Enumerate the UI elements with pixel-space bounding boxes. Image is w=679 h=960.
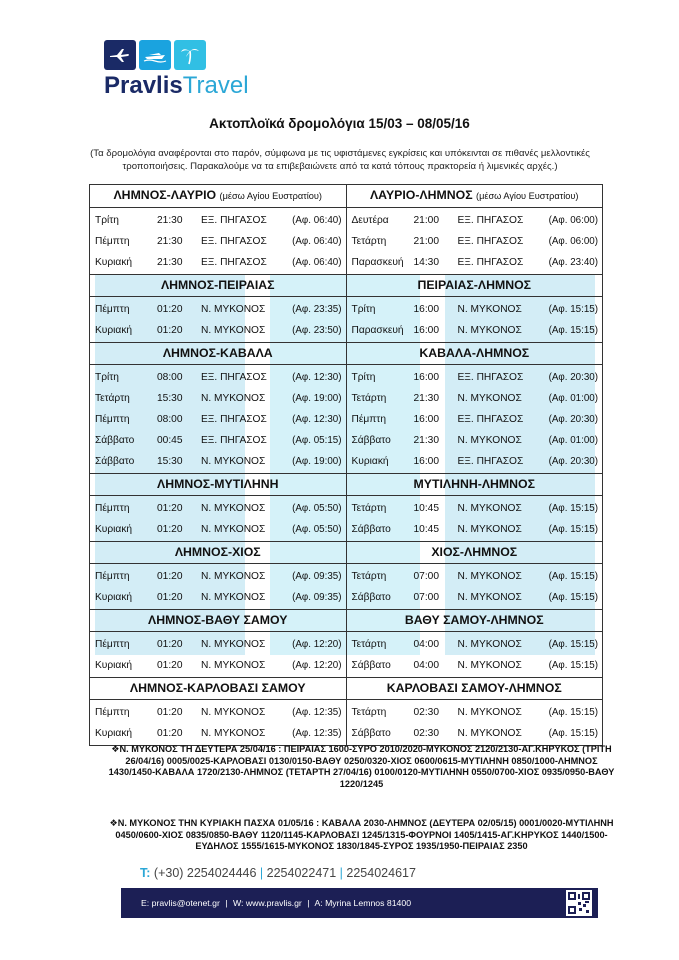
footnote-mykonos-may: ❖Ν. ΜΥΚΟΝΟΣ ΤΗΝ ΚΥΡΙΑΚΗ ΠΑΣΧΑ 01/05/16 : ΚΑΒΑΛΑ 2030-ΛΗΜΝΟΣ (ΔΕΥΤΕΡΑ 02/05/15) 0001/0020-ΜΥΤΙΛΗΝΗ 0450/0600-ΧΙΟΣ 0835/0850-ΒΑΘΥ 1120/1145-ΚΑΡΛΟΒΑΣΙ 1245/1315-ΦΟΥΡΝΟΙ 1405/1415-ΑΓ.ΚΗΡΥΚΟΣ 1440/1500-ΕΥΔΗΛΟΣ 1555/1615-ΜΥΚΟΝΟΣ 1830/1845-ΣΥΡΟΣ 1935/1950-ΠΕΙΡΑΙΑΣ 2350: [109, 818, 614, 852]
departure-row: [347, 587, 603, 608]
departure-day: Τετάρτη: [351, 236, 387, 247]
ship-name: ΕΞ. ΠΗΓΑΣΟΣ: [457, 456, 524, 467]
route-title: [90, 610, 347, 632]
ship-name: Ν. ΜΥΚΟΝΟΣ: [201, 728, 266, 739]
departure-day: Τετάρτη: [351, 707, 387, 718]
ship-icon: [139, 40, 171, 70]
departure-row: [347, 566, 603, 587]
departure-time: 16:00: [413, 456, 439, 467]
route-title: [346, 610, 603, 632]
departure-day: Τρίτη: [95, 215, 119, 226]
route-header-row: [90, 678, 603, 700]
phone-2: 2254022471: [266, 866, 337, 880]
contact-email: E: pravlis@otenet.gr: [141, 898, 220, 908]
arrival-time: (Αφ. 12:35): [292, 707, 342, 718]
departure-row: [347, 723, 603, 744]
route-name: ΛΗΜΝΟΣ-ΚΑΡΛΟΒΑΣΙ ΣΑΜΟΥ: [129, 681, 306, 695]
route-header-row: [90, 610, 603, 632]
departure-time: 00:45: [157, 435, 183, 446]
route-name: ΛΗΜΝΟΣ-ΜΥΤΙΛΗΝΗ: [157, 477, 279, 491]
departure-row: [90, 210, 346, 231]
disclaimer-note: [60, 147, 620, 173]
phone-numbers: T: (+30) 2254024446 | 2254022471 | 2254024617: [140, 866, 416, 880]
ship-name: Ν. ΜΥΚΟΝΟΣ: [201, 456, 266, 467]
arrival-time: (Αφ. 06:40): [292, 257, 342, 268]
route-via: (μέσω Αγίου Ευστρατίου): [219, 191, 322, 201]
departure-time: 21:30: [157, 257, 183, 268]
arrival-time: (Αφ. 09:35): [292, 571, 342, 582]
phone-1: (+30) 2254024446: [153, 866, 257, 880]
departure-row: [90, 587, 346, 608]
departure-time: 01:20: [157, 503, 183, 514]
departure-day: Πέμπτη: [95, 236, 130, 247]
arrival-time: (Αφ. 12:20): [292, 660, 342, 671]
departure-day: Πέμπτη: [95, 414, 130, 425]
departure-day: Κυριακή: [95, 728, 133, 739]
ship-name: Ν. ΜΥΚΟΝΟΣ: [201, 503, 266, 514]
departure-time: 02:30: [413, 728, 439, 739]
departure-row: [90, 566, 346, 587]
ship-name: Ν. ΜΥΚΟΝΟΣ: [457, 503, 522, 514]
departure-row: [90, 430, 346, 451]
departure-row: [90, 231, 346, 252]
departure-time: 04:00: [413, 660, 439, 671]
palm-tree-icon: [174, 40, 206, 70]
arrival-time: (Αφ. 01:00): [548, 435, 598, 446]
ship-name: ΕΞ. ΠΗΓΑΣΟΣ: [457, 257, 524, 268]
arrival-time: (Αφ. 15:15): [548, 571, 598, 582]
arrival-time: (Αφ. 05:50): [292, 524, 342, 535]
departure-day: Τρίτη: [351, 372, 376, 383]
departure-time: 01:20: [157, 728, 183, 739]
departure-row: [90, 388, 346, 409]
ship-name: Ν. ΜΥΚΟΝΟΣ: [201, 707, 266, 718]
arrival-time: (Αφ. 12:30): [292, 414, 342, 425]
route-departures: [346, 208, 603, 275]
airplane-icon: [104, 40, 136, 70]
ship-name: Ν. ΜΥΚΟΝΟΣ: [201, 592, 266, 603]
phone-label: T:: [140, 866, 151, 880]
route-title: [90, 185, 347, 208]
route-departures: [346, 297, 603, 343]
route-header-row: [90, 185, 603, 208]
route-body-row: [90, 496, 603, 542]
departure-row: [90, 655, 346, 676]
departure-day: Κυριακή: [95, 325, 133, 336]
arrival-time: (Αφ. 06:40): [292, 215, 342, 226]
arrival-time: (Αφ. 15:15): [548, 304, 598, 315]
arrival-time: (Αφ. 06:00): [548, 215, 598, 226]
ship-name: ΕΞ. ΠΗΓΑΣΟΣ: [457, 215, 524, 226]
arrival-time: (Αφ. 23:40): [548, 257, 598, 268]
ship-name: Ν. ΜΥΚΟΝΟΣ: [457, 325, 522, 336]
departure-time: 04:00: [413, 639, 439, 650]
departure-day: Τετάρτη: [95, 393, 130, 404]
arrival-time: (Αφ. 20:30): [548, 456, 598, 467]
route-name: ΚΑΒΑΛΑ-ΛΗΜΝΟΣ: [419, 346, 530, 360]
departure-day: Πέμπτη: [351, 414, 386, 425]
route-name: ΜΥΤΙΛΗΝΗ-ΛΗΜΝΟΣ: [413, 477, 535, 491]
ship-name: ΕΞ. ΠΗΓΑΣΟΣ: [457, 236, 524, 247]
ship-name: Ν. ΜΥΚΟΝΟΣ: [201, 660, 266, 671]
departure-row: [347, 320, 603, 341]
route-departures: [346, 496, 603, 542]
departure-day: Κυριακή: [95, 592, 133, 603]
arrival-time: (Αφ. 23:35): [292, 304, 342, 315]
route-name: ΛΗΜΝΟΣ-ΧΙΟΣ: [174, 545, 261, 559]
arrival-time: (Αφ. 06:40): [292, 236, 342, 247]
route-departures: [346, 365, 603, 474]
route-name: ΛΗΜΝΟΣ-ΒΑΘΥ ΣΑΜΟΥ: [148, 613, 288, 627]
departure-row: [90, 320, 346, 341]
departure-time: 07:00: [413, 592, 439, 603]
arrival-time: (Αφ. 19:00): [292, 393, 342, 404]
arrival-time: (Αφ. 06:00): [548, 236, 598, 247]
departure-day: Κυριακή: [351, 456, 389, 467]
route-title: [346, 474, 603, 496]
departure-time: 01:20: [157, 639, 183, 650]
departure-time: 01:20: [157, 325, 183, 336]
departure-day: Σάββατο: [351, 435, 391, 446]
route-title: [346, 343, 603, 365]
contact-web: W: www.pravlis.gr: [232, 898, 302, 908]
departure-time: 21:00: [413, 236, 439, 247]
departure-day: Σάββατο: [95, 435, 135, 446]
route-body-row: [90, 564, 603, 610]
ship-name: Ν. ΜΥΚΟΝΟΣ: [201, 304, 266, 315]
route-name: ΛΑΥΡΙΟ-ΛΗΜΝΟΣ: [369, 188, 473, 202]
contact-address: A: Myrina Lemnos 81400: [314, 898, 412, 908]
arrival-time: (Αφ. 01:00): [548, 393, 598, 404]
ship-name: ΕΞ. ΠΗΓΑΣΟΣ: [201, 372, 267, 383]
route-body-row: [90, 700, 603, 746]
arrival-time: (Αφ. 23:50): [292, 325, 342, 336]
arrival-time: (Αφ. 15:15): [548, 728, 598, 739]
departure-row: [90, 252, 346, 273]
departure-row: [347, 409, 603, 430]
departure-row: [347, 367, 603, 388]
departure-day: Τετάρτη: [351, 571, 387, 582]
departure-time: 08:00: [157, 414, 183, 425]
departure-day: Πέμπτη: [95, 639, 130, 650]
route-header-row: [90, 474, 603, 496]
departure-day: Σάββατο: [95, 456, 135, 467]
route-header-row: [90, 275, 603, 297]
departure-row: [347, 252, 603, 273]
arrival-time: (Αφ. 15:15): [548, 503, 598, 514]
route-departures: [346, 700, 603, 746]
arrival-time: (Αφ. 19:00): [292, 456, 342, 467]
departure-day: Κυριακή: [95, 257, 133, 268]
ship-name: ΕΞ. ΠΗΓΑΣΟΣ: [201, 215, 267, 226]
route-title: [90, 474, 347, 496]
route-body-row: [90, 365, 603, 474]
route-header-row: [90, 343, 603, 365]
route-name: ΧΙΟΣ-ΛΗΜΝΟΣ: [431, 545, 518, 559]
departure-row: [347, 702, 603, 723]
departure-day: Κυριακή: [95, 660, 133, 671]
arrival-time: (Αφ. 05:15): [292, 435, 342, 446]
qr-code-icon: [566, 890, 592, 916]
brand-name: [104, 73, 254, 99]
ship-name: ΕΞ. ΠΗΓΑΣΟΣ: [201, 236, 267, 247]
route-departures: [346, 564, 603, 610]
departure-day: Δευτέρα: [351, 215, 389, 226]
route-body-row: [90, 297, 603, 343]
arrival-time: (Αφ. 15:15): [548, 592, 598, 603]
departure-time: 15:30: [157, 456, 183, 467]
departure-time: 21:00: [413, 215, 439, 226]
ship-name: Ν. ΜΥΚΟΝΟΣ: [201, 325, 266, 336]
route-name: ΒΑΘΥ ΣΑΜΟΥ-ΛΗΜΝΟΣ: [404, 613, 544, 627]
route-title: [90, 542, 347, 564]
route-name: ΛΗΜΝΟΣ-ΚΑΒΑΛΑ: [162, 346, 273, 360]
departure-row: [90, 723, 346, 744]
departure-day: Τρίτη: [95, 372, 119, 383]
route-title: [90, 343, 347, 365]
ship-name: Ν. ΜΥΚΟΝΟΣ: [457, 660, 522, 671]
route-departures: [90, 208, 347, 275]
departure-time: 10:45: [413, 524, 439, 535]
route-name: ΚΑΡΛΟΒΑΣΙ ΣΑΜΟΥ-ΛΗΜΝΟΣ: [386, 681, 562, 695]
arrival-time: (Αφ. 15:15): [548, 639, 598, 650]
arrival-time: (Αφ. 15:15): [548, 660, 598, 671]
ship-name: ΕΞ. ΠΗΓΑΣΟΣ: [457, 414, 524, 425]
departure-day: Κυριακή: [95, 524, 133, 535]
route-title: [346, 185, 603, 208]
departure-time: 10:45: [413, 503, 439, 514]
page-title: Ακτοπλοϊκά δρομολόγια 15/03 – 08/05/16: [209, 116, 470, 131]
route-departures: [90, 700, 347, 746]
departure-row: [347, 231, 603, 252]
route-title: [90, 275, 347, 297]
departure-time: 01:20: [157, 707, 183, 718]
disclaimer-line-2: τροποποιήσεις. Παρακαλούμε να τα επιβεβαιώνετε από τα κατά τόπους πρακτορεία ή λιμενικές αρχές.): [122, 161, 558, 172]
departure-row: [347, 451, 603, 472]
departure-time: 16:00: [413, 372, 439, 383]
arrival-time: (Αφ. 12:30): [292, 372, 342, 383]
ship-name: Ν. ΜΥΚΟΝΟΣ: [201, 393, 266, 404]
schedule-table: [89, 184, 603, 746]
departure-day: Σάββατο: [351, 524, 391, 535]
departure-time: 01:20: [157, 524, 183, 535]
ship-name: Ν. ΜΥΚΟΝΟΣ: [201, 639, 266, 650]
ship-name: Ν. ΜΥΚΟΝΟΣ: [457, 393, 522, 404]
departure-row: [90, 702, 346, 723]
departure-row: [347, 388, 603, 409]
departure-row: [90, 451, 346, 472]
route-header-row: [90, 542, 603, 564]
departure-time: 02:30: [413, 707, 439, 718]
departure-row: [347, 430, 603, 451]
departure-row: [90, 409, 346, 430]
ship-name: Ν. ΜΥΚΟΝΟΣ: [457, 435, 522, 446]
departure-day: Παρασκευή: [351, 257, 404, 268]
ship-name: Ν. ΜΥΚΟΝΟΣ: [457, 592, 522, 603]
departure-row: [347, 210, 603, 231]
departure-day: Τετάρτη: [351, 393, 387, 404]
route-title: [346, 678, 603, 700]
phone-3: 2254024617: [346, 866, 416, 880]
ship-name: Ν. ΜΥΚΟΝΟΣ: [201, 571, 266, 582]
departure-time: 21:30: [413, 435, 439, 446]
departure-day: Πέμπτη: [95, 503, 130, 514]
departure-row: [90, 299, 346, 320]
departure-day: Σάββατο: [351, 592, 391, 603]
arrival-time: (Αφ. 12:35): [292, 728, 342, 739]
ship-name: Ν. ΜΥΚΟΝΟΣ: [457, 524, 522, 535]
departure-time: 01:20: [157, 304, 183, 315]
route-departures: [346, 632, 603, 678]
brand-logo: [104, 40, 254, 99]
arrival-time: (Αφ. 20:30): [548, 414, 598, 425]
brand-name-light: Travel: [182, 72, 249, 99]
departure-time: 16:00: [413, 414, 439, 425]
departure-day: Πέμπτη: [95, 304, 130, 315]
departure-time: 15:30: [157, 393, 183, 404]
contact-bar: E: pravlis@otenet.gr | W: www.pravlis.gr | A: Myrina Lemnos 81400: [121, 888, 598, 918]
arrival-time: (Αφ. 12:20): [292, 639, 342, 650]
departure-time: 01:20: [157, 660, 183, 671]
departure-row: [347, 519, 603, 540]
arrival-time: (Αφ. 20:30): [548, 372, 598, 383]
ship-name: ΕΞ. ΠΗΓΑΣΟΣ: [201, 257, 267, 268]
arrival-time: (Αφ. 05:50): [292, 503, 342, 514]
ship-name: ΕΞ. ΠΗΓΑΣΟΣ: [457, 372, 524, 383]
departure-row: [90, 367, 346, 388]
route-body-row: [90, 632, 603, 678]
departure-time: 08:00: [157, 372, 183, 383]
ship-name: Ν. ΜΥΚΟΝΟΣ: [457, 304, 522, 315]
departure-row: [90, 519, 346, 540]
route-name: ΛΗΜΝΟΣ-ΛΑΥΡΙΟ: [113, 188, 217, 202]
route-departures: [90, 564, 347, 610]
arrival-time: (Αφ. 15:15): [548, 325, 598, 336]
departure-time: 01:20: [157, 592, 183, 603]
departure-time: 21:30: [157, 236, 183, 247]
departure-day: Τετάρτη: [351, 503, 387, 514]
route-via: (μέσω Αγίου Ευστρατίου): [476, 191, 579, 201]
departure-day: Παρασκευή: [351, 325, 404, 336]
arrival-time: (Αφ. 15:15): [548, 707, 598, 718]
ship-name: ΕΞ. ΠΗΓΑΣΟΣ: [201, 435, 267, 446]
route-body-row: [90, 208, 603, 275]
route-departures: [90, 297, 347, 343]
ship-name: Ν. ΜΥΚΟΝΟΣ: [457, 728, 522, 739]
departure-time: 21:30: [157, 215, 183, 226]
arrival-time: (Αφ. 15:15): [548, 524, 598, 535]
route-name: ΠΕΙΡΑΙΑΣ-ΛΗΜΝΟΣ: [417, 278, 532, 292]
disclaimer-line-1: (Τα δρομολόγια αναφέρονται στο παρόν, σύμφωνα με τις υφιστάμενες εγκρίσεις και υπόκεινται σε πιθανές μελλοντικές: [90, 148, 590, 159]
departure-row: [347, 655, 603, 676]
departure-time: 16:00: [413, 325, 439, 336]
departure-time: 07:00: [413, 571, 439, 582]
route-name: ΛΗΜΝΟΣ-ΠΕΙΡΑΙΑΣ: [160, 278, 275, 292]
departure-row: [90, 634, 346, 655]
route-title: [90, 678, 347, 700]
arrival-time: (Αφ. 09:35): [292, 592, 342, 603]
departure-day: Πέμπτη: [95, 571, 130, 582]
ship-name: Ν. ΜΥΚΟΝΟΣ: [457, 571, 522, 582]
departure-time: 16:00: [413, 304, 439, 315]
departure-row: [347, 498, 603, 519]
ship-name: Ν. ΜΥΚΟΝΟΣ: [457, 707, 522, 718]
brand-name-bold: Pravlis: [104, 72, 183, 99]
departure-day: Τρίτη: [351, 304, 376, 315]
departure-row: [347, 299, 603, 320]
ship-name: Ν. ΜΥΚΟΝΟΣ: [457, 639, 522, 650]
departure-day: Σάββατο: [351, 660, 391, 671]
route-departures: [90, 496, 347, 542]
departure-day: Πέμπτη: [95, 707, 130, 718]
departure-row: [90, 498, 346, 519]
route-departures: [90, 365, 347, 474]
departure-time: 01:20: [157, 571, 183, 582]
departure-day: Σάββατο: [351, 728, 391, 739]
footnote-mykonos-apr: ❖Ν. ΜΥΚΟΝΟΣ ΤΗ ΔΕΥΤΕΡΑ 25/04/16 : ΠΕΙΡΑΙΑΣ 1600-ΣΥΡΟ 2010/2020-ΜΥΚΟΝΟΣ 2120/2130-ΑΓ.ΚΗΡΥΚΟΣ (ΤΡΙΤΗ 26/04/16) 0005/0025-ΚΑΡΛΟΒΑΣΙ 0130/0150-ΒΑΘΥ 0250/0320-ΧΙΟΣ 0600/0615-ΜΥΤΙΛΗΝΗ 0850/1000-ΛΗΜΝΟΣ 1430/1450-ΚΑΒΑΛΑ 1720/2130-ΛΗΜΝΟΣ (ΤΕΤΑΡΤΗ 27/04/16) 0100/0120-ΜΥΤΙΛΗΝΗ 0550/0700-ΧΙΟΣ 0935/0950-ΒΑΘΥ 1220/1245: [108, 744, 615, 789]
departure-time: 21:30: [413, 393, 439, 404]
route-title: [346, 275, 603, 297]
ship-name: Ν. ΜΥΚΟΝΟΣ: [201, 524, 266, 535]
departure-row: [347, 634, 603, 655]
departure-day: Τετάρτη: [351, 639, 387, 650]
ship-name: ΕΞ. ΠΗΓΑΣΟΣ: [201, 414, 267, 425]
departure-time: 14:30: [413, 257, 439, 268]
route-departures: [90, 632, 347, 678]
route-title: [346, 542, 603, 564]
